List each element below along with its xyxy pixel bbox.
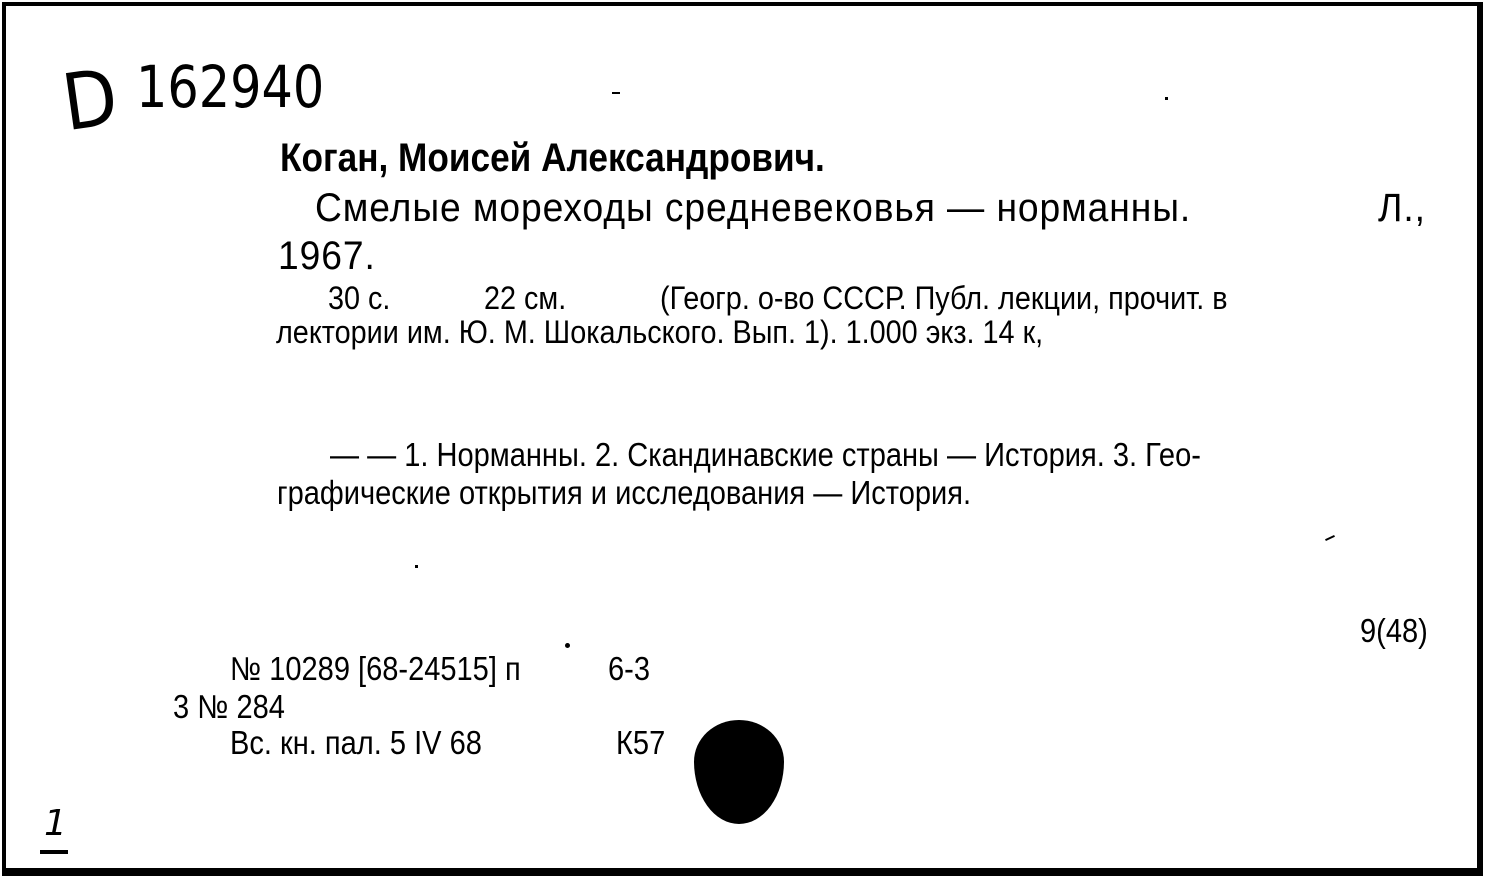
handwritten-underline [40, 850, 68, 854]
book-size: 22 см. [484, 280, 567, 316]
z-number: 3 № 284 [173, 688, 285, 725]
author-heading: Коган, Моисей Александрович. [280, 136, 825, 180]
record-number: № 10289 [68-24515] п [230, 650, 521, 687]
speck [1165, 97, 1168, 100]
publication-year: 1967. [278, 234, 376, 278]
subjects-line2: графические открытия и исследования — История. [277, 474, 972, 511]
series-note-line1: (Геогр. о-во СССР. Публ. лекции, прочит. в [660, 280, 1228, 316]
accession-prefix: D [57, 52, 124, 150]
handwritten-mark: 1 [44, 803, 67, 844]
chamber-line: Вс. кн. пал. 5 IV 68 [230, 724, 482, 761]
classification-index: 9(48) [1360, 612, 1428, 649]
series-note-line2: лектории им. Ю. М. Шокальского. Вып. 1). 1.000 экз. 14 к, [276, 314, 1044, 350]
speck [415, 565, 418, 568]
speck [612, 92, 620, 94]
author-mark: К57 [616, 724, 666, 761]
publication-place: Л., [1378, 186, 1426, 230]
pages-count: 30 с. [328, 280, 391, 316]
subjects-line1: — — 1. Норманны. 2. Скандинавские страны — История. 3. Гео- [330, 436, 1201, 473]
record-code: 6-3 [608, 650, 650, 687]
accession-number: 162940 [136, 53, 325, 121]
speck [565, 643, 570, 648]
book-title: Смелые мореходы средневековья — норманны. [315, 186, 1192, 230]
